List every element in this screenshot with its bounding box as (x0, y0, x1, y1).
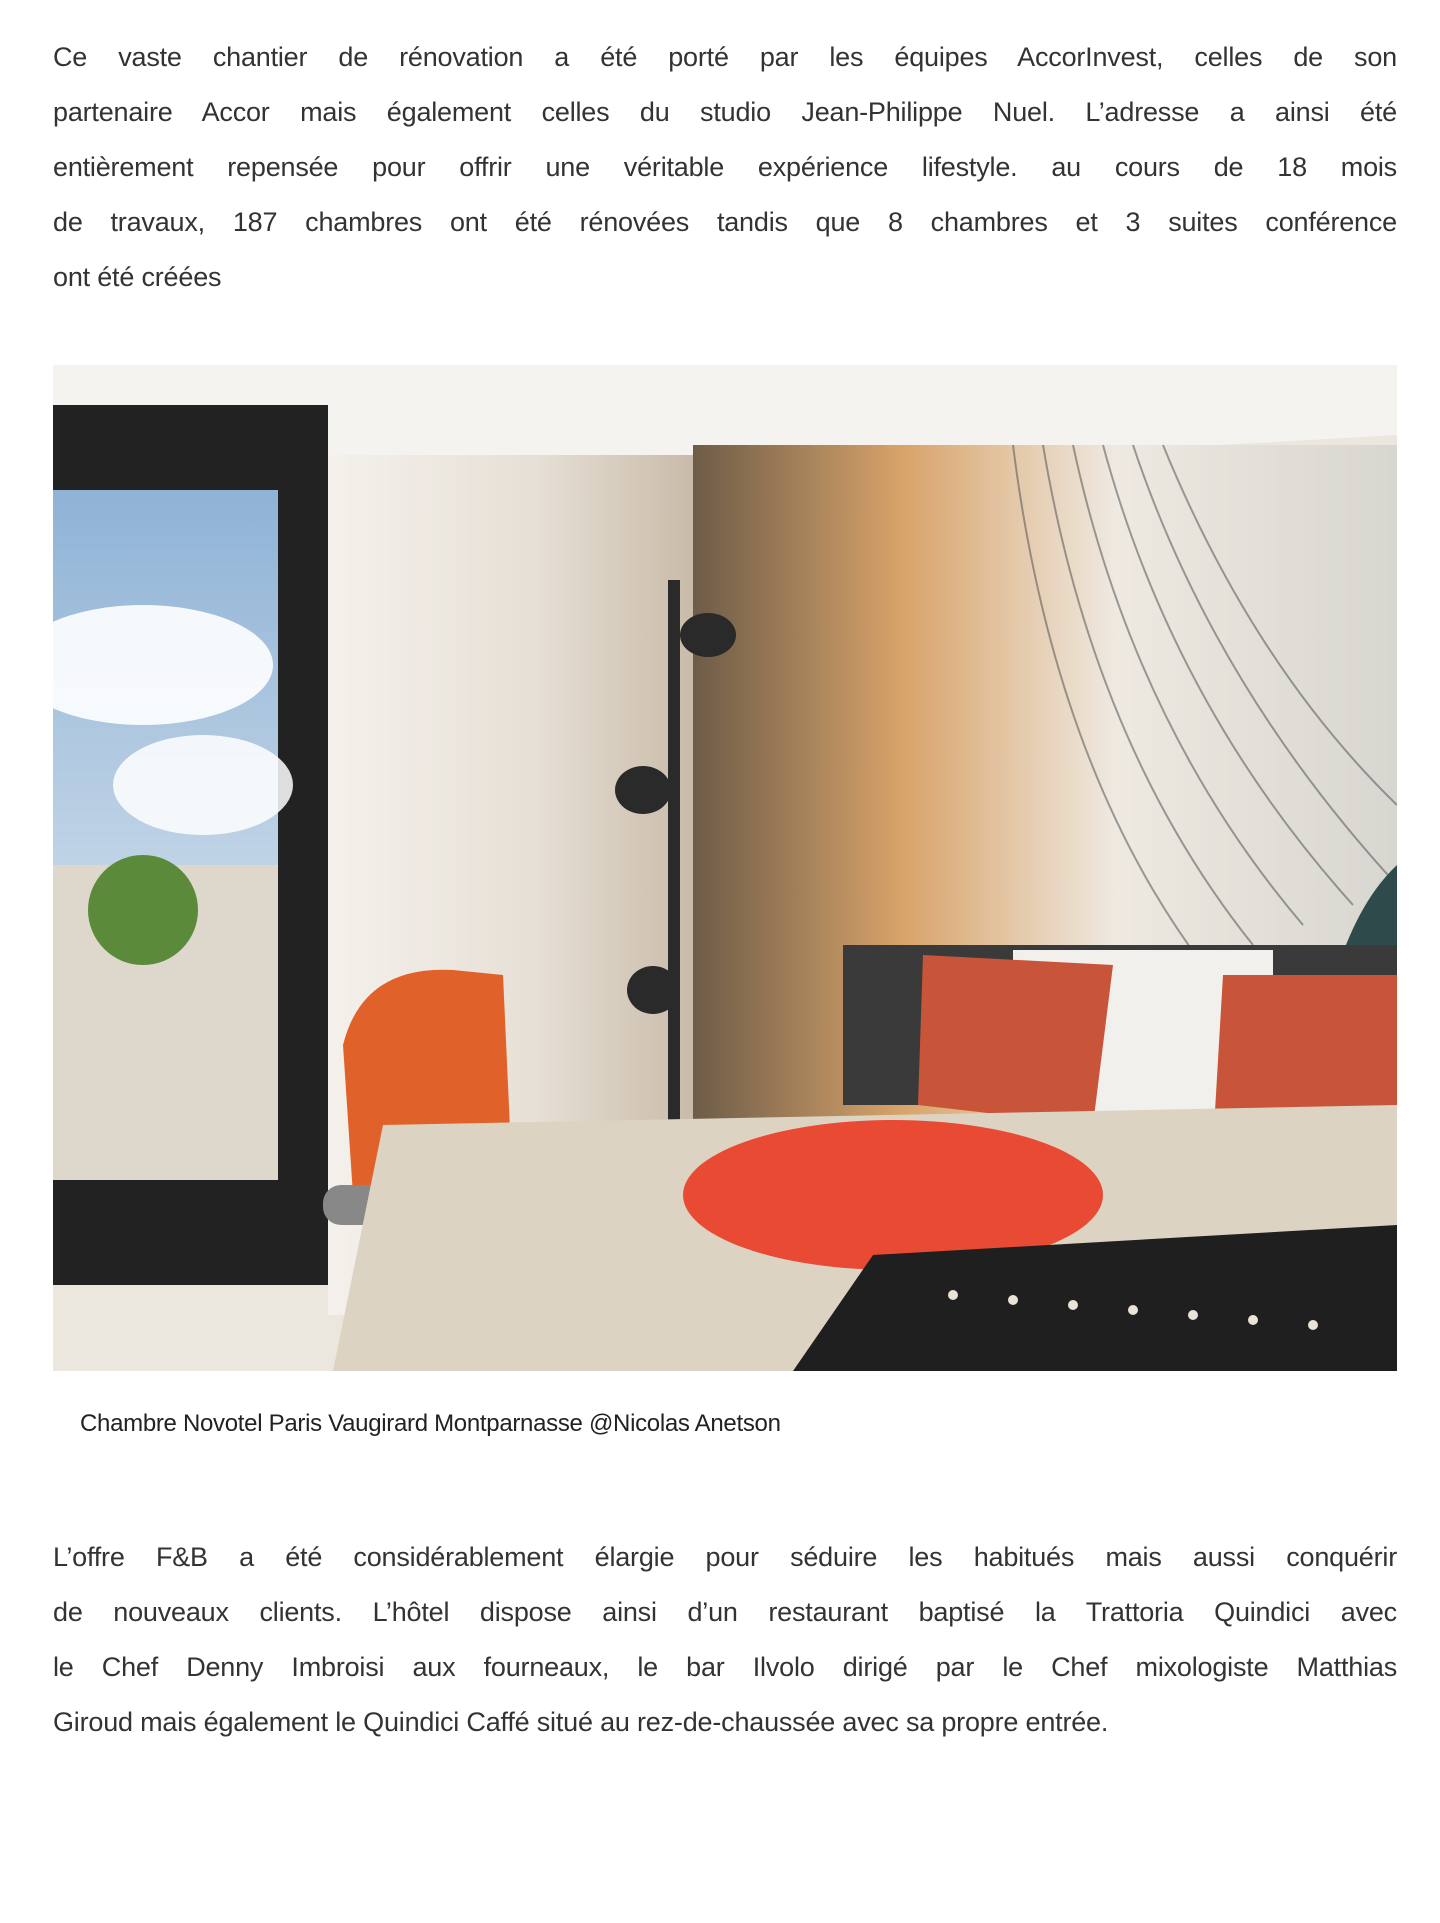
paragraph-line: ont été créées (53, 262, 222, 292)
photo-caption: Chambre Novotel Paris Vaugirard Montparnasse @Nicolas Anetson (80, 1410, 781, 1437)
hotel-room-photo (53, 365, 1397, 1371)
paragraph-line: partenaire Accor mais également celles du studio Jean-Philippe Nuel. L’adresse a ainsi été (53, 97, 1397, 127)
paragraph-line: L’offre F&B a été considérablement élargie pour séduire les habitués mais aussi conquérir (53, 1542, 1397, 1572)
paragraph-line: Ce vaste chantier de rénovation a été porté par les équipes AccorInvest, celles de son (53, 42, 1397, 72)
paragraph-line: de travaux, 187 chambres ont été rénovées tandis que 8 chambres et 3 suites conférence (53, 207, 1397, 237)
fnb-paragraph (53, 1530, 1397, 1750)
intro-paragraph (53, 30, 1397, 305)
paragraph-line: Giroud mais également le Quindici Caffé situé au rez-de-chaussée avec sa propre entrée. (53, 1707, 1109, 1737)
paragraph-line: le Chef Denny Imbroisi aux fourneaux, le bar Ilvolo dirigé par le Chef mixologiste Matthias (53, 1652, 1397, 1682)
paragraph-line: entièrement repensée pour offrir une véritable expérience lifestyle. au cours de 18 mois (53, 152, 1397, 182)
paragraph-line: de nouveaux clients. L’hôtel dispose ainsi d’un restaurant baptisé la Trattoria Quindici avec (53, 1597, 1397, 1627)
